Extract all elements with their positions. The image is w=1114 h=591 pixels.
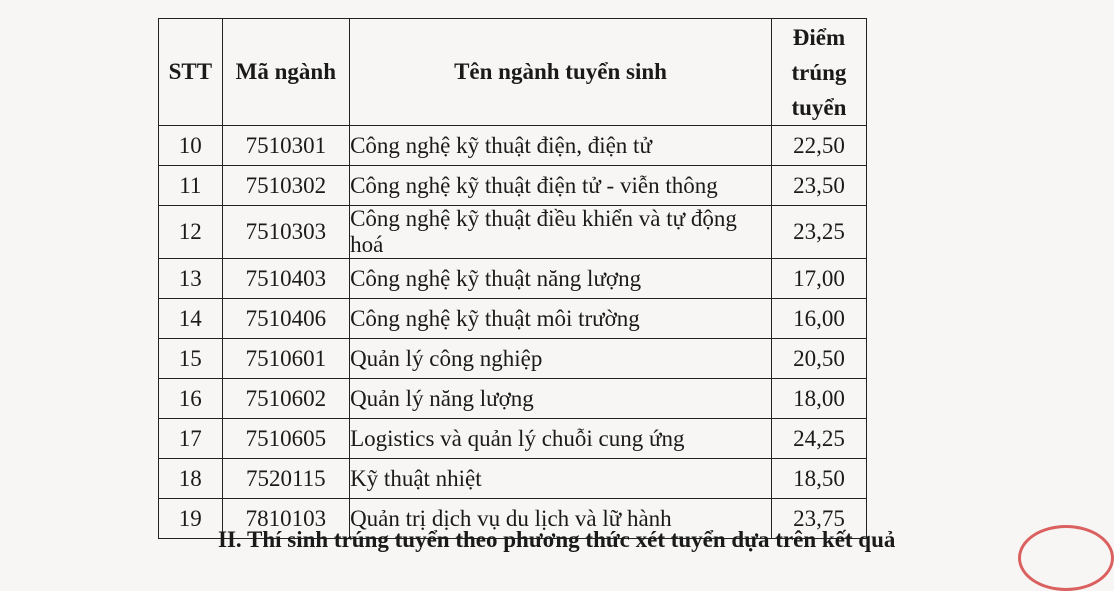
row-score: 22,50 [771, 126, 866, 166]
row-major-code: 7510605 [222, 419, 349, 459]
table-row [159, 299, 867, 339]
table-row [159, 166, 867, 206]
table-body [159, 126, 867, 539]
row-major-name: Quản lý năng lượng [350, 379, 772, 419]
row-stt: 13 [159, 259, 223, 299]
row-score: 16,00 [771, 299, 866, 339]
row-major-code: 7810103 [222, 499, 349, 539]
table-row [159, 459, 867, 499]
row-major-name: Quản lý công nghiệp [350, 339, 772, 379]
row-major-name: Công nghệ kỹ thuật điện tử - viễn thông [350, 166, 772, 206]
row-major-name: Công nghệ kỹ thuật năng lượng [350, 259, 772, 299]
row-major-name: Công nghệ kỹ thuật điện, điện tử [350, 126, 772, 166]
table-header [159, 19, 867, 126]
header-score-line-3: tuyển [791, 94, 847, 120]
table-row [159, 419, 867, 459]
section-heading-cut-off: II. Thí sinh trúng tuyển theo phương thức xét tuyển dựa trên kết quả [218, 527, 896, 552]
header-major-name: Tên ngành tuyển sinh [350, 19, 772, 126]
table-row [159, 259, 867, 299]
header-score-line-2: trúng [791, 59, 847, 85]
row-stt: 14 [159, 299, 223, 339]
row-stt: 11 [159, 166, 223, 206]
table-row [159, 126, 867, 166]
row-stt: 17 [159, 419, 223, 459]
row-major-name: Công nghệ kỹ thuật điều khiển và tự động hoá [350, 206, 772, 259]
row-stt: 16 [159, 379, 223, 419]
row-major-code: 7510601 [222, 339, 349, 379]
row-score: 20,50 [771, 339, 866, 379]
row-major-code: 7520115 [222, 459, 349, 499]
row-score: 23,25 [771, 206, 866, 259]
row-major-code: 7510302 [222, 166, 349, 206]
row-score: 18,00 [771, 379, 866, 419]
header-row [159, 19, 867, 126]
row-stt: 15 [159, 339, 223, 379]
admission-score-table [158, 18, 867, 539]
row-score: 24,25 [771, 419, 866, 459]
header-major-code: Mã ngành [222, 19, 349, 126]
red-stamp-edge [1018, 525, 1114, 591]
row-major-name: Kỹ thuật nhiệt [350, 459, 772, 499]
table-row [159, 339, 867, 379]
row-score: 17,00 [771, 259, 866, 299]
row-major-code: 7510602 [222, 379, 349, 419]
row-major-code: 7510406 [222, 299, 349, 339]
row-major-name: Logistics và quản lý chuỗi cung ứng [350, 419, 772, 459]
row-stt: 18 [159, 459, 223, 499]
row-stt: 12 [159, 206, 223, 259]
row-major-code: 7510301 [222, 126, 349, 166]
row-major-code: 7510403 [222, 259, 349, 299]
table-row [159, 379, 867, 419]
row-major-code: 7510303 [222, 206, 349, 259]
header-score-line-1: Điểm [792, 24, 846, 50]
row-major-name: Công nghệ kỹ thuật môi trường [350, 299, 772, 339]
row-score: 18,50 [771, 459, 866, 499]
header-admission-score [771, 19, 866, 126]
header-stt: STT [159, 19, 223, 126]
row-score: 23,50 [771, 166, 866, 206]
row-stt: 19 [159, 499, 223, 539]
table-row [159, 206, 867, 259]
row-stt: 10 [159, 126, 223, 166]
row-major-name: Quản trị dịch vụ du lịch và lữ hành [350, 499, 772, 539]
row-score: 23,75 [771, 499, 866, 539]
